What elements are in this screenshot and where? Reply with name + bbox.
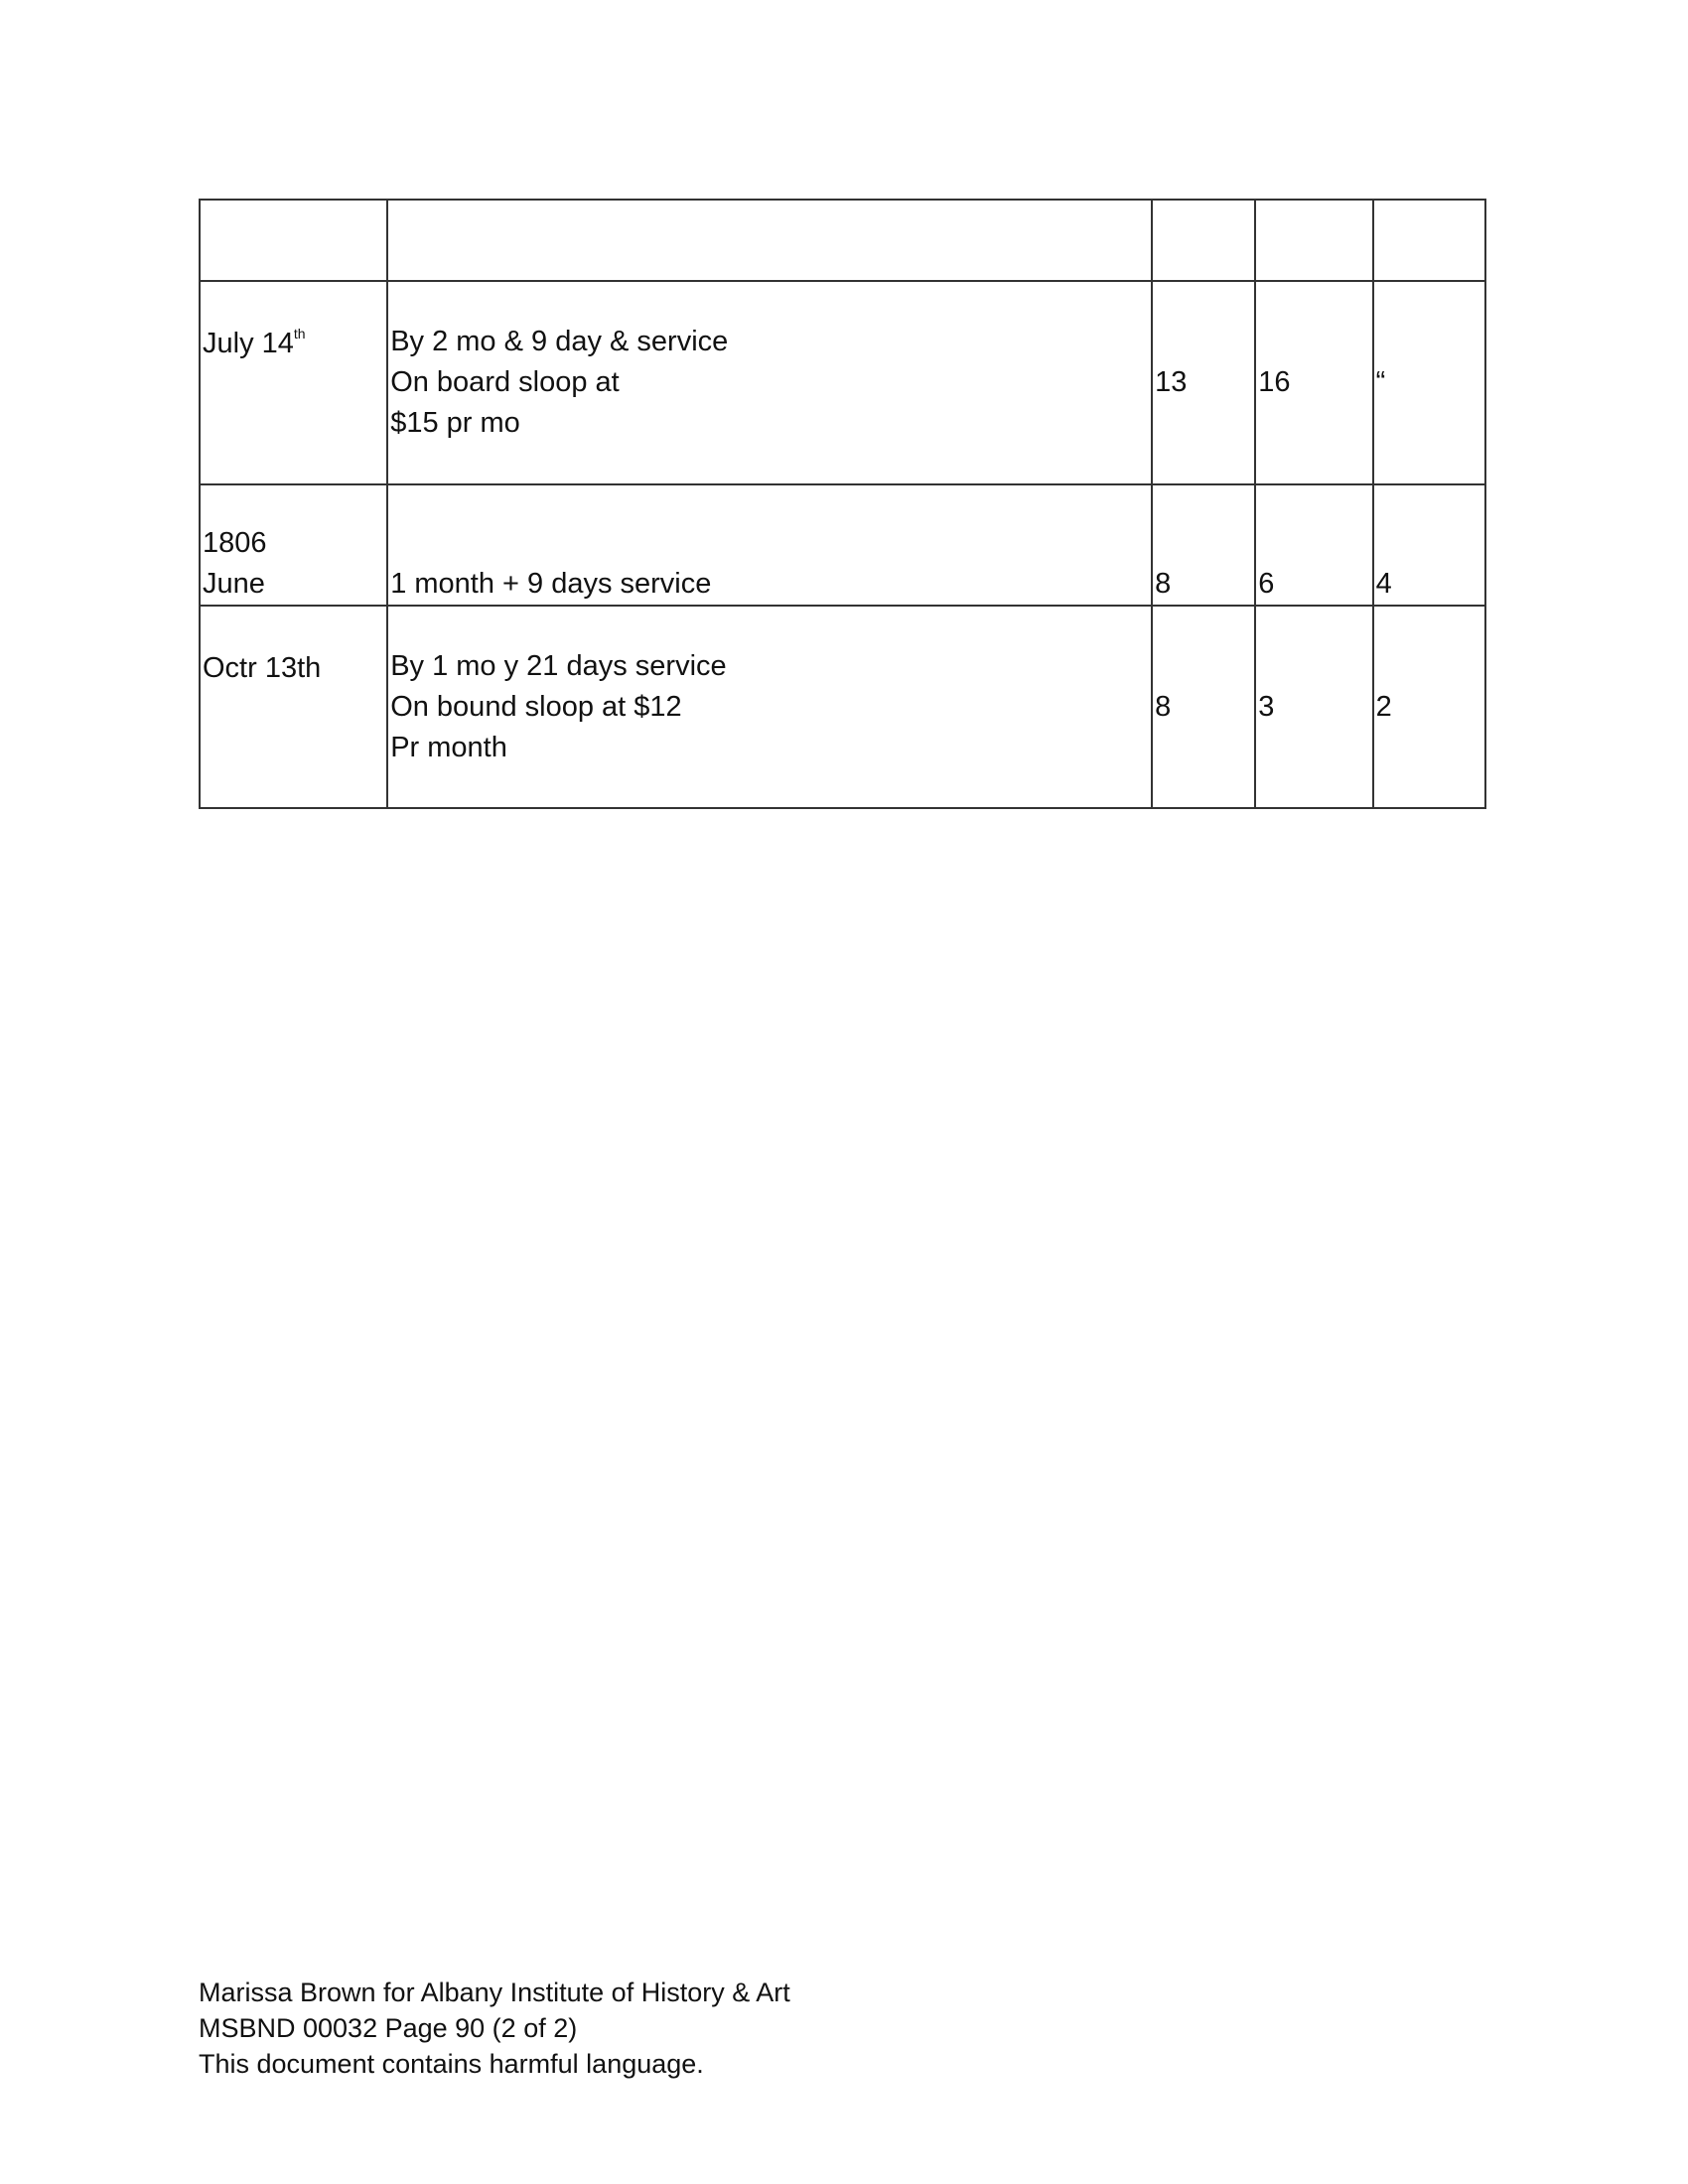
amount-cell-c — [1373, 606, 1485, 808]
amount-cell-c — [1373, 484, 1485, 606]
amount-c: 4 — [1375, 568, 1392, 600]
footer-page-id: MSBND 00032 Page 90 (2 of 2) — [199, 2013, 578, 2043]
table-row — [200, 281, 1485, 484]
footer-content-warning: This document contains harmful language. — [199, 2049, 704, 2079]
date-text: Octr 13th — [203, 652, 322, 684]
description-line: 1 month + 9 days service — [390, 568, 712, 600]
description-line: Pr month — [390, 731, 507, 763]
table-row — [200, 606, 1485, 808]
amount-cell-a — [1152, 281, 1255, 484]
description-line: On bound sloop at $12 — [390, 690, 682, 723]
amount-cell-b — [1255, 484, 1372, 606]
table-cell — [200, 200, 387, 281]
description-line: By 2 mo & 9 day & service — [390, 326, 729, 357]
amount-a: 8 — [1155, 690, 1172, 723]
amount-b: 16 — [1258, 366, 1291, 398]
date-text: July 14 — [203, 328, 294, 359]
date-text: 1806 — [203, 527, 267, 559]
amount-cell-c — [1373, 281, 1485, 484]
amount-cell-b — [1255, 281, 1372, 484]
description-line: On board sloop at — [390, 366, 620, 398]
amount-b: 3 — [1258, 690, 1275, 723]
ledger-table — [199, 199, 1486, 809]
description-line: $15 pr mo — [390, 407, 520, 439]
table-cell — [387, 200, 1152, 281]
description-cell — [387, 484, 1152, 606]
table-cell — [1255, 200, 1372, 281]
amount-cell-a — [1152, 484, 1255, 606]
amount-a: 8 — [1155, 568, 1172, 600]
amount-cell-a — [1152, 606, 1255, 808]
description-cell — [387, 606, 1152, 808]
page-footer — [199, 1975, 790, 2082]
amount-cell-b — [1255, 606, 1372, 808]
table-header-row-blank — [200, 200, 1485, 281]
date-text: June — [203, 568, 265, 600]
table-cell — [1373, 200, 1485, 281]
date-cell — [200, 484, 387, 606]
amount-c: “ — [1375, 366, 1386, 398]
amount-a: 13 — [1155, 366, 1188, 398]
table-row — [200, 484, 1485, 606]
table-cell — [1152, 200, 1255, 281]
date-cell — [200, 606, 387, 808]
amount-b: 6 — [1258, 568, 1275, 600]
description-cell — [387, 281, 1152, 484]
date-superscript: th — [293, 326, 306, 341]
date-cell — [200, 281, 387, 484]
amount-c: 2 — [1375, 690, 1392, 723]
footer-attribution: Marissa Brown for Albany Institute of History & Art — [199, 1978, 790, 2007]
description-line: By 1 mo y 21 days service — [390, 649, 727, 682]
